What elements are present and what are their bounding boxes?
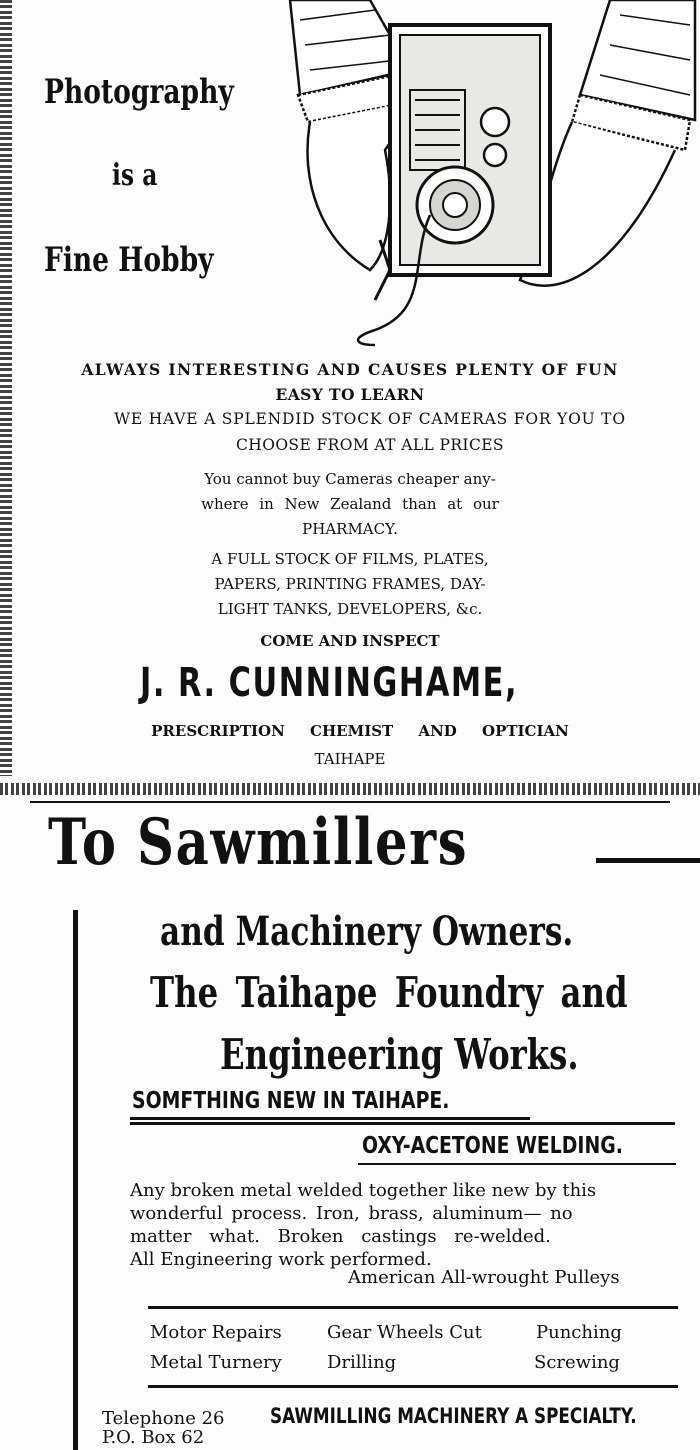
body-line-1: Any broken metal welded together like new by this [130, 1180, 597, 1201]
line-interesting: ALWAYS INTERESTING AND CAUSES PLENTY OF FUN [81, 360, 619, 379]
po-box: P.O. Box 62 [102, 1427, 205, 1448]
camera-hands-illustration [280, 0, 700, 350]
service-screwing: Screwing [534, 1352, 620, 1373]
body-line-4: All Engineering work performed. [130, 1249, 432, 1270]
headline-is-a: is a [112, 158, 158, 193]
rule-new [130, 1117, 530, 1120]
line-easy: EASY TO LEARN [275, 385, 425, 404]
rule-headline [596, 858, 700, 863]
telephone: Telephone 26 [102, 1408, 225, 1429]
para-cheaper-1: You cannot buy Cameras cheaper any- [204, 470, 496, 488]
para-stock-2: PAPERS, PRINTING FRAMES, DAY- [214, 575, 486, 593]
para-stock-3: LIGHT TANKS, DEVELOPERS, &c. [217, 600, 483, 618]
chemist-title: PRESCRIPTION CHEMIST AND OPTICIAN [151, 722, 569, 740]
service-punching: Punching [536, 1322, 622, 1343]
service-drilling: Drilling [327, 1352, 397, 1373]
para-cheaper-2: where in New Zealand than at our [201, 495, 499, 513]
rule-welding [358, 1163, 676, 1165]
service-motor-repairs: Motor Repairs [150, 1322, 282, 1343]
foundry-line-1: The Taihape Foundry and [150, 968, 628, 1017]
headline-photography: Photography [44, 72, 234, 112]
rule-services-top [148, 1306, 678, 1309]
decorative-border-divider [0, 783, 700, 795]
body-line-3: matter what. Broken castings re-welded. [130, 1226, 551, 1247]
sawmilling-specialty: SAWMILLING MACHINERY A SPECIALTY. [270, 1404, 637, 1428]
line-stock: WE HAVE A SPLENDID STOCK OF CAMERAS FOR YOU TO [114, 410, 626, 428]
chemist-town: TAIHAPE [314, 750, 386, 768]
something-new: SOMFTHING NEW IN TAIHAPE. [132, 1088, 450, 1114]
headline-sawmillers: To Sawmillers [48, 805, 469, 880]
chemist-name: J. R. CUNNINGHAME, [140, 660, 519, 706]
rule-services-bottom [148, 1385, 678, 1388]
rule-new-2 [130, 1122, 675, 1125]
body-line-2: wonderful process. Iron, brass, aluminum— no [130, 1203, 573, 1224]
rule-left-vertical [73, 910, 78, 1450]
body-line-5: American All-wrought Pulleys [348, 1267, 620, 1288]
come-inspect: COME AND INSPECT [260, 632, 440, 650]
service-gear-wheels: Gear Wheels Cut [327, 1322, 482, 1343]
foundry-line-2: Engineering Works. [220, 1030, 579, 1079]
para-stock-1: A FULL STOCK OF FILMS, PLATES, [211, 550, 489, 568]
rule-top [30, 801, 670, 803]
para-cheaper-3: PHARMACY. [302, 520, 398, 538]
line-choose: CHOOSE FROM AT ALL PRICES [236, 436, 504, 454]
oxy-welding: OXY-ACETONE WELDING. [362, 1133, 623, 1159]
sub-machinery-owners: and Machinery Owners. [160, 908, 574, 955]
service-metal-turnery: Metal Turnery [150, 1352, 282, 1373]
headline-fine-hobby: Fine Hobby [44, 240, 214, 280]
